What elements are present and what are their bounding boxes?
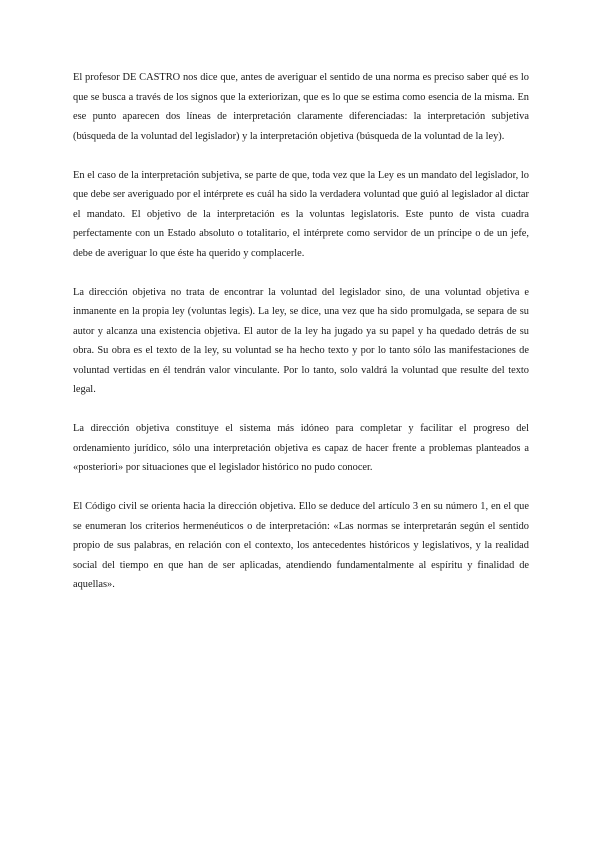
paragraph-codigo-civil: El Código civil se orienta hacia la dirección objetiva. Ello se deduce del artículo 3 en su número 1, en el que se enumeran los criterios hermenéuticos o de interpretación: «Las normas se interpretarán según el sentido propio de sus palabras, en relación con el contexto, los antecedentes históricos y legislativos, y la realidad social del tiempo en que han de ser aplicadas, atendiendo fundamentalmente al espíritu y finalidad de aquellas». — [73, 501, 529, 590]
paragraph-sistema-idoneo: La dirección objetiva constituye el sistema más idóneo para completar y facilitar el progreso del ordenamiento jurídico, sólo una interpretación objetiva es capaz de hacer frente a problemas planteados a «posteriori» por situaciones que el legislador histórico no pudo conocer. — [73, 423, 529, 473]
document-page — [73, 68, 529, 614]
paragraph-direccion-objetiva: La dirección objetiva no trata de encontrar la voluntad del legislador sino, de una voluntad objetiva e inmanente en la propia ley (voluntas legis). La ley, se dice, una vez que ha sido promulgada, se separa de su autor y alcanza una existencia objetiva. El autor de la ley ha jugado ya su papel y ha quedado detrás de su obra. Su obra es el texto de la ley, su voluntad se ha hecho texto y por lo tanto sólo las manifestaciones de voluntad vertidas en él tendrán valor vinculante. Por lo tanto, solo valdrá la voluntad que resulte del texto legal. — [73, 286, 529, 395]
paragraph-interpretacion-subjetiva: En el caso de la interpretación subjetiva, se parte de que, toda vez que la Ley es un mandato del legislador, lo que debe ser averiguado por el intérprete es cuál ha sido la verdadera voluntad que guió al legislador al dictar el mandato. El objetivo de la interpretación es la voluntas legislatoris. Este punto de vista cuadra perfectamente con un Estado absoluto o totalitario, el intérprete como servidor de un príncipe o de un jefe, debe de averiguar lo que éste ha querido y complacerle. — [73, 169, 529, 259]
paragraph-de-castro: El profesor DE CASTRO nos dice que, antes de averiguar el sentido de una norma es preciso saber qué es lo que se busca a través de los signos que la exteriorizan, que es lo que se estima como esencia de la misma. En ese punto aparecen dos líneas de interpretación claramente diferenciadas: la interpretación subjetiva (búsqueda de la voluntad del legislador) y la interpretación objetiva (búsqueda de la voluntad de la ley). — [73, 72, 529, 142]
